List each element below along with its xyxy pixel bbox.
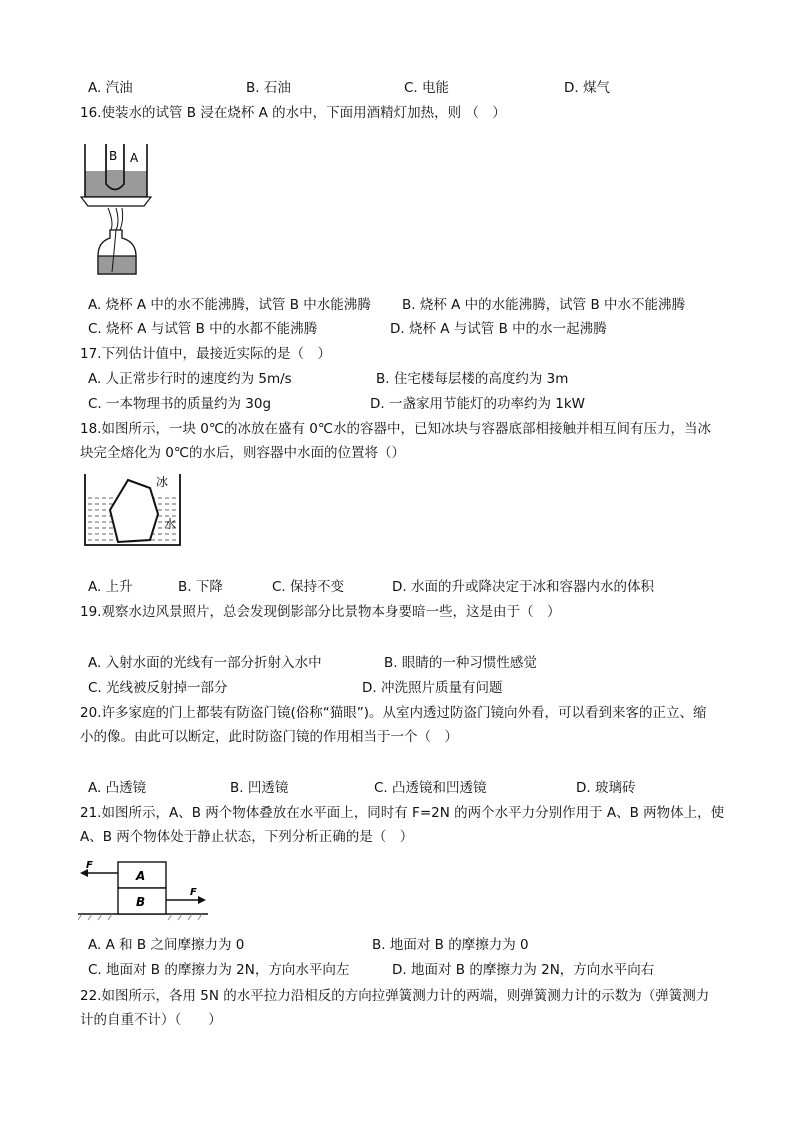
q20-option-d: D. 玻璃砖 — [576, 780, 636, 796]
q18-label-water: 水 — [164, 517, 177, 531]
q19-option-c: C. 光线被反射掉一部分 — [88, 680, 228, 696]
q21-figure-stacked-blocks — [78, 856, 210, 922]
q15-option-b: B. 石油 — [246, 80, 291, 96]
q17-stem: 17.下列估计值中，最接近实际的是（ ） — [80, 346, 331, 362]
q22-stem-line1: 22.如图所示，各用 5N 的水平拉力沿相反的方向拉弹簧测力计的两端，则弹簧测力计的示数为（弹簧测力 — [80, 988, 710, 1004]
q16-stem: 16.使装水的试管 B 浸在烧杯 A 的水中，下面用酒精灯加热，则 （ ） — [80, 105, 506, 121]
q21-label-a: A — [136, 869, 146, 883]
q17-option-b: B. 住宅楼每层楼的高度约为 3m — [376, 371, 569, 387]
q21-option-b: B. 地面对 B 的摩擦力为 0 — [372, 937, 529, 953]
q21-option-c: C. 地面对 B 的摩擦力为 2N，方向水平向左 — [88, 962, 350, 978]
q16-option-c: C. 烧杯 A 与试管 B 中的水都不能沸腾 — [88, 321, 318, 337]
q16-option-a: A. 烧杯 A 中的水不能沸腾，试管 B 中水能沸腾 — [88, 297, 371, 313]
q17-option-d: D. 一盏家用节能灯的功率约为 1kW — [370, 396, 586, 412]
q20-stem-line1: 20.许多家庭的门上都装有防盗门镜(俗称“猫眼”)。从室内透过防盗门镜向外看，可以看到来客的正立、缩 — [80, 705, 707, 721]
q21-option-d: D. 地面对 B 的摩擦力为 2N，方向水平向右 — [392, 962, 655, 978]
q16-figure-beaker-testtube — [78, 138, 160, 280]
q21-label-b: B — [136, 895, 146, 909]
q18-option-c: C. 保持不变 — [272, 579, 345, 595]
q17-option-a: A. 人正常步行时的速度约为 5m/s — [88, 371, 292, 387]
q16-label-b: B — [109, 149, 118, 163]
q19-option-a: A. 入射水面的光线有一部分折射入水中 — [88, 655, 322, 671]
q17-option-c: C. 一本物理书的质量约为 30g — [88, 396, 272, 412]
q19-option-b: B. 眼睛的一种习惯性感觉 — [384, 655, 537, 671]
q21-label-f-left: F — [86, 860, 93, 871]
q21-stem-line2: A、B 两个物体处于静止状态，下列分析正确的是（ ） — [80, 829, 414, 845]
q19-stem: 19.观察水边风景照片，总会发现倒影部分比景物本身要暗一些，这是由于（ ） — [80, 604, 561, 620]
q20-option-c: C. 凸透镜和凹透镜 — [374, 780, 487, 796]
q18-option-d: D. 水面的升或降决定于冰和容器内水的体积 — [392, 579, 654, 595]
q15-option-c: C. 电能 — [404, 80, 450, 96]
q16-option-b: B. 烧杯 A 中的水能沸腾，试管 B 中水不能沸腾 — [402, 297, 686, 313]
q20-stem-line2: 小的像。由此可以断定，此时防盗门镜的作用相当于一个（ ） — [80, 729, 458, 745]
q18-option-b: B. 下降 — [178, 579, 223, 595]
q20-option-b: B. 凹透镜 — [230, 780, 289, 796]
q19-option-d: D. 冲洗照片质量有问题 — [362, 680, 503, 696]
q20-option-a: A. 凸透镜 — [88, 780, 147, 796]
q15-option-a: A. 汽油 — [88, 80, 133, 96]
q21-option-a: A. A 和 B 之间摩擦力为 0 — [88, 937, 245, 953]
q15-option-d: D. 煤气 — [564, 80, 610, 96]
q18-figure-ice-container — [80, 470, 184, 550]
q21-stem-line1: 21.如图所示，A、B 两个物体叠放在水平面上，同时有 F=2N 的两个水平力分别作用于 A、B 两物体上，使 — [80, 805, 725, 821]
q16-label-a: A — [130, 151, 139, 165]
q18-label-ice: 冰 — [156, 475, 169, 489]
q22-stem-line2: 计的自重不计）（ ） — [80, 1012, 222, 1028]
q18-option-a: A. 上升 — [88, 579, 133, 595]
q18-stem-line2: 块完全熔化为 0℃的水后，则容器中水面的位置将（） — [80, 445, 406, 461]
q18-stem-line1: 18.如图所示，一块 0℃的冰放在盛有 0℃水的容器中，已知冰块与容器底部相接触并相互间有压力，当冰 — [80, 421, 712, 437]
q21-label-f-right: F — [190, 887, 197, 898]
q16-option-d: D. 烧杯 A 与试管 B 中的水一起沸腾 — [390, 321, 607, 337]
